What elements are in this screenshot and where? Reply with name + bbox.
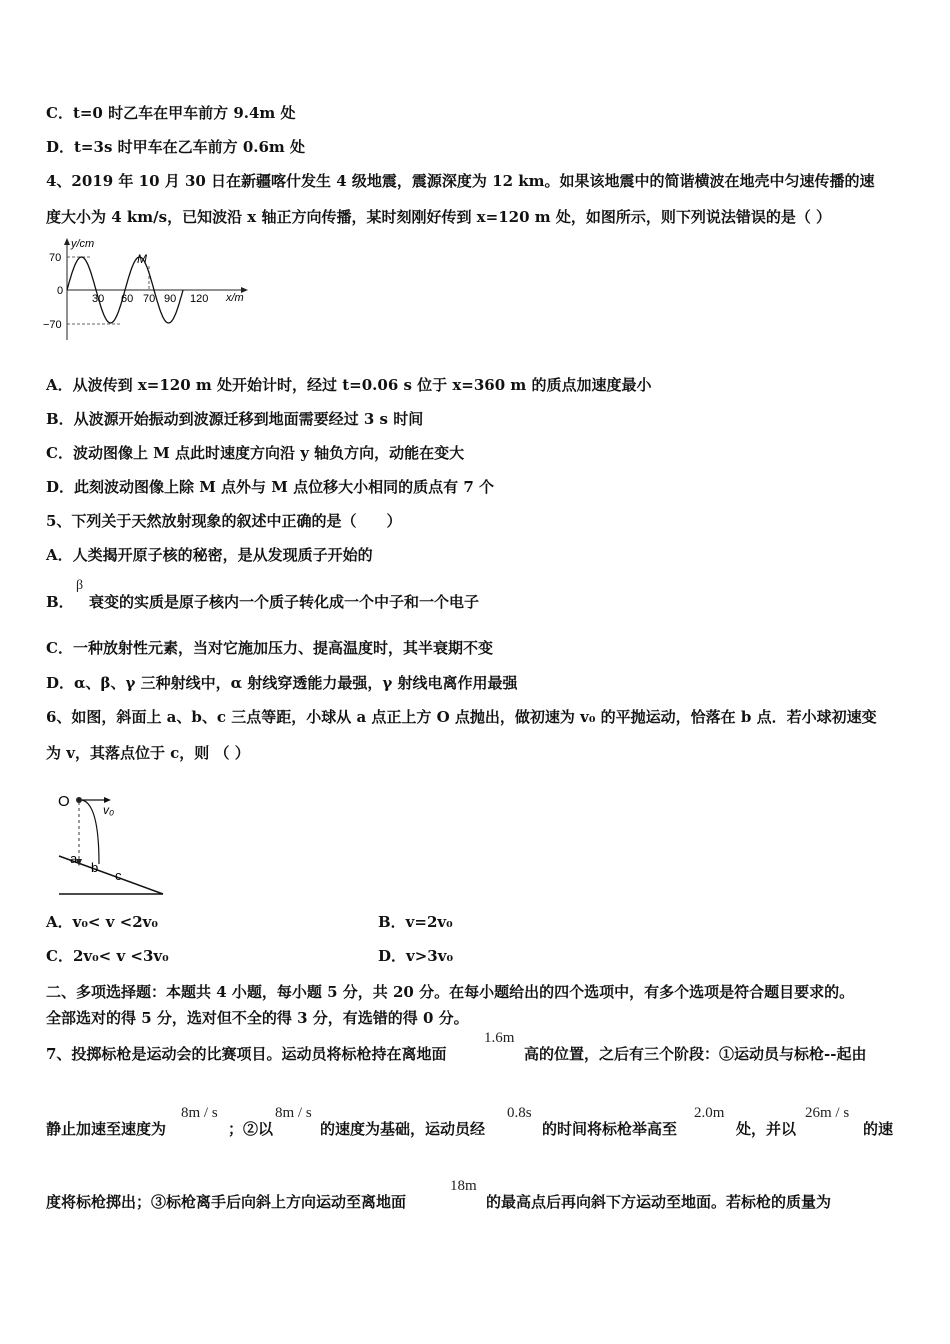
incline-figure (55, 788, 170, 898)
wave-figure (40, 236, 255, 342)
q5-beta-symbol: β (76, 578, 84, 593)
label-o: O (58, 793, 70, 810)
q7-line1-a: 7、投掷标枪是运动会的比赛项目。运动员将标枪持在离地面 (46, 1045, 447, 1063)
q7-line2-b: ；②以 (228, 1120, 274, 1138)
q6-option-a: A．v₀< v <2v₀ (46, 913, 158, 931)
q5-option-c: C．一种放射性元素，当对它施加压力、提高温度时，其半衰期不变 (46, 639, 493, 657)
q3-option-c: C．t=0 时乙车在甲车前方 9.4m 处 (46, 104, 296, 122)
q7-eq-height2: 2.0m (694, 1105, 725, 1121)
section2-line1: 二、多项选择题：本题共 4 小题，每小题 5 分，共 20 分。在每小题给出的四个选项中，有多个选项是符合题目要求的。 (46, 983, 855, 1001)
y-axis-arrow (64, 238, 70, 245)
q4-option-a: A．从波传到 x=120 m 处开始计时，经过 t=0.06 s 位于 x=360 m 的质点加速度最小 (46, 376, 652, 394)
q7-line2-d: 的时间将标枪举高至 (542, 1120, 678, 1138)
q5-option-a: A．人类揭开原子核的秘密，是从发现质子开始的 (46, 546, 373, 564)
trajectory (82, 800, 99, 864)
x-axis-label: x/m (226, 292, 244, 304)
q6-option-d: D．v>3v₀ (378, 947, 454, 965)
q4-stem-line1: 4、2019 年 10 月 30 日在新疆喀什发生 4 级地震，震源深度为 12 km。如果该地震中的简谐横波在地壳中匀速传播的速 (46, 172, 875, 190)
point-m-label: M (137, 252, 147, 266)
q6-option-c: C．2v₀< v <3v₀ (46, 947, 169, 965)
x-tick-90: 90 (164, 293, 177, 305)
q3-option-d: D．t=3s 时甲车在乙车前方 0.6m 处 (46, 138, 306, 156)
q7-line2-f: 的速 (863, 1120, 894, 1138)
q4-option-c: C．波动图像上 M 点此时速度方向沿 y 轴负方向，动能在变大 (46, 444, 465, 462)
label-a: a (70, 851, 78, 866)
x-tick-60: 60 (121, 293, 134, 305)
q7-eq-time: 0.8s (507, 1105, 532, 1121)
q5-option-b-text: 衰变的实质是原子核内一个质子转化成一个中子和一个电子 (89, 593, 480, 611)
label-v0: v₀ (103, 803, 115, 817)
y-axis-label: y/cm (71, 238, 95, 250)
q7-line3-a: 度将标枪掷出；③标枪离手后向斜上方向运动至离地面 (46, 1193, 407, 1211)
x-tick-120: 120 (190, 293, 209, 305)
q7-line2-c: 的速度为基础，运动员经 (320, 1120, 486, 1138)
section2-line2: 全部选对的得 5 分，选对但不全的得 3 分，有选错的得 0 分。 (46, 1009, 469, 1027)
q7-eq-speed2: 8m / s (275, 1105, 312, 1121)
q4-option-b: B．从波源开始振动到波源迁移到地面需要经过 3 s 时间 (46, 410, 424, 428)
q4-stem-line2: 度大小为 4 km/s，已知波沿 x 轴正方向传播，某时刻刚好传到 x=120 m 处，如图所示，则下列说法错误的是（ ） (46, 208, 832, 226)
q7-line3-b: 的最高点后再向斜下方运动至地面。若标枪的质量为 (486, 1193, 832, 1211)
q7-eq-max-height: 18m (450, 1178, 477, 1194)
q7-line2-e: 处，并以 (736, 1120, 797, 1138)
ball-o (76, 797, 82, 803)
q4-option-d: D．此刻波动图像上除 M 点外与 M 点位移大小相同的质点有 7 个 (46, 478, 494, 496)
q7-line1-b: 高的位置，之后有三个阶段：①运动员与标枪--起由 (524, 1045, 867, 1063)
q7-eq-height: 1.6m (484, 1030, 515, 1046)
q5-option-b-prefix: B． (46, 593, 74, 611)
q7-line2-a: 静止加速至速度为 (46, 1120, 167, 1138)
q6-stem-line2: 为 v，其落点位于 c，则 （ ） (46, 744, 250, 762)
q5-option-d: D．α、β、γ 三种射线中，α 射线穿透能力最强，γ 射线电离作用最强 (46, 674, 518, 692)
x-tick-30: 30 (92, 293, 105, 305)
q6-stem-line1: 6、如图，斜面上 a、b、c 三点等距，小球从 a 点正上方 O 点抛出，做初速为 v₀ 的平抛运动，恰落在 b 点．若小球初速变 (46, 708, 877, 726)
y-tick-neg70: −70 (43, 319, 62, 331)
label-c: c (115, 868, 122, 883)
y-tick-70: 70 (49, 252, 62, 264)
q5-stem: 5、下列关于天然放射现象的叙述中正确的是（ ） (46, 512, 402, 530)
x-tick-70: 70 (143, 293, 156, 305)
q7-eq-speed1: 8m / s (181, 1105, 218, 1121)
label-b: b (91, 860, 99, 875)
y-tick-0: 0 (57, 285, 64, 297)
q7-eq-speed3: 26m / s (805, 1105, 850, 1121)
q6-option-b: B．v=2v₀ (378, 913, 453, 931)
